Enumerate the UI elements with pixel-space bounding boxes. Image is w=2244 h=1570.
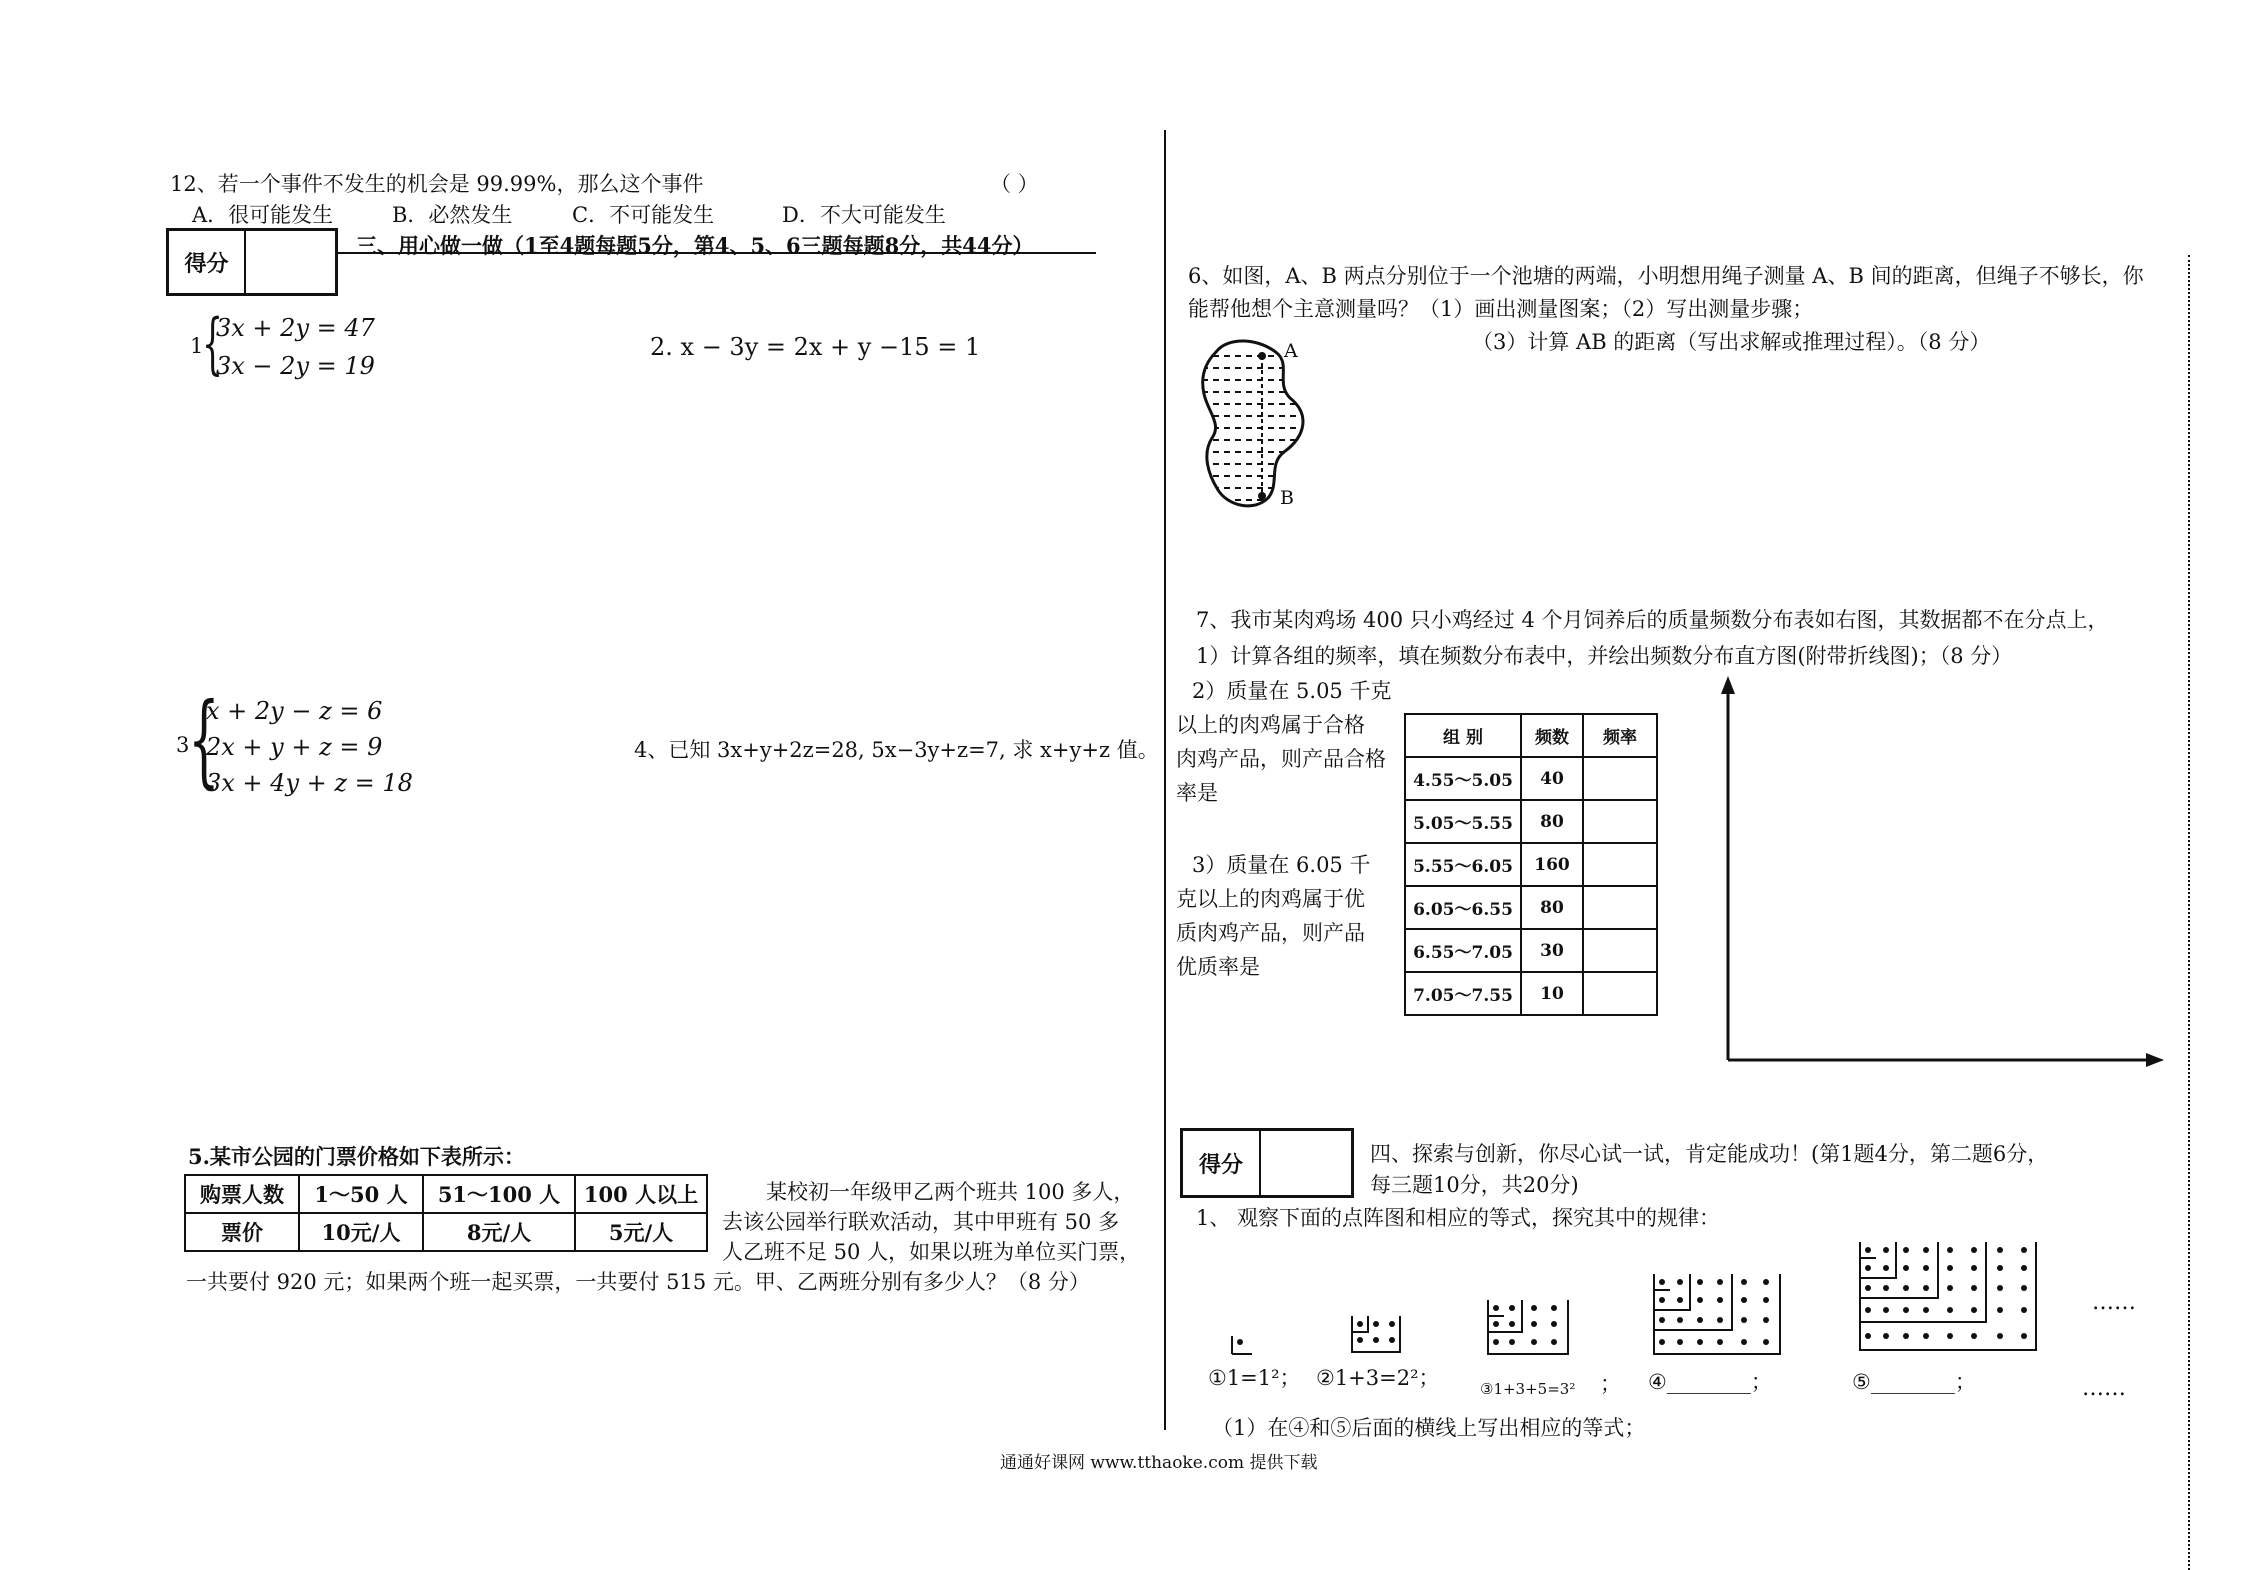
p3-equation-1: x + 2y − z = 6 <box>206 697 383 725</box>
p6-text-line-3: （3）计算 AB 的距离（写出求解或推理过程）。（8 分） <box>1472 330 1991 354</box>
p7-text-line-2: 1）计算各组的频率，填在频数分布表中，并绘出频数分布直方图(附带折线图)；（8 分） <box>1196 644 2013 668</box>
table-cell: 160 <box>1521 843 1583 886</box>
p5-title: 5.某市公园的门票价格如下表所示： <box>188 1144 525 1169</box>
p3-equation-2: 2x + y + z = 9 <box>206 733 383 761</box>
dot-figure-3 <box>1482 1296 1582 1362</box>
x-axis-arrow <box>2146 1053 2164 1067</box>
table-header-cell: 频数 <box>1521 714 1583 757</box>
footer-text: 通通好课网 www.tthaoke.com 提供下载 <box>1000 1453 1318 1473</box>
p3-brace: { <box>188 681 220 798</box>
table-row <box>185 1213 707 1251</box>
table-row <box>1405 972 1657 1015</box>
p7-q3-line: 3）质量在 6.05 千 <box>1192 853 1371 877</box>
section3-score-label: 得分 <box>169 231 246 293</box>
table-cell: 5.55～6.05 <box>1405 843 1521 886</box>
equation-3: ③1+3+5=3² <box>1480 1380 1576 1398</box>
p7-sub-question-3 <box>1176 848 1370 984</box>
section4-question-1: 1、 观察下面的点阵图和相应的等式，探究其中的规律： <box>1196 1206 1721 1230</box>
frequency-blank[interactable] <box>1583 843 1657 886</box>
equation-2: ②1+3=2²； <box>1316 1366 1440 1390</box>
table-row <box>1405 843 1657 886</box>
p7-q3-line: 质肉鸡产品，则产品 <box>1176 921 1365 945</box>
table-header-cell: 频率 <box>1583 714 1657 757</box>
p4-question: 4、已知 3x+y+2z=28, 5x−3y+z=7, 求 x+y+z 值。 <box>634 738 1159 762</box>
p2-equation: 2. x − 3y = 2x + y −15 = 1 <box>650 333 981 361</box>
p7-q2-line: 以上的肉鸡属于合格 <box>1176 713 1365 737</box>
section3-title: 三、用心做一做（1至4题每题5分，第4、5、6三题每题8分，共44分） <box>356 233 1034 258</box>
section4-title-line-1: 四、探索与创新，你尽心试一试，肯定能成功！(第1题4分，第二题6分， <box>1370 1142 2049 1166</box>
table-cell: 票价 <box>185 1213 299 1251</box>
frequency-blank[interactable] <box>1583 800 1657 843</box>
right-edge-line <box>2188 255 2192 1570</box>
p6-text-line-1: 6、如图，A、B 两点分别位于一个池塘的两端，小明想用绳子测量 A、B 间的距离，但绳子不够长，你 <box>1188 264 2144 288</box>
frequency-blank[interactable] <box>1583 929 1657 972</box>
table-cell: 51～100 人 <box>423 1175 575 1213</box>
equation-1: ①1=1²； <box>1208 1366 1301 1390</box>
point-a <box>1258 352 1266 360</box>
center-divider <box>1164 130 1166 1430</box>
section4-sub-question-1: （1）在④和⑤后面的横线上写出相应的等式； <box>1212 1416 1646 1440</box>
table-cell: 30 <box>1521 929 1583 972</box>
table-row <box>1405 757 1657 800</box>
table-cell: 5.05～5.55 <box>1405 800 1521 843</box>
table-cell: 10 <box>1521 972 1583 1015</box>
section4-score-blank[interactable] <box>1261 1131 1351 1195</box>
table-cell: 6.55～7.05 <box>1405 929 1521 972</box>
table-cell: 40 <box>1521 757 1583 800</box>
p5-text-line-3: 人乙班不足 50 人，如果以班为单位买门票， <box>722 1240 1141 1264</box>
section4-score-box <box>1180 1128 1354 1198</box>
equation-3-semicolon: ； <box>1600 1372 1621 1396</box>
p1-brace: { <box>202 305 223 382</box>
table-cell: 100 人以上 <box>575 1175 707 1213</box>
point-b <box>1258 492 1266 500</box>
q12-answer-paren: （ ） <box>990 172 1039 196</box>
p5-text-line-4: 一共要付 920 元；如果两个班一起买票，一共要付 515 元。甲、乙两班分别有多少人？（8 分） <box>186 1270 1090 1294</box>
p7-q3-line: 克以上的肉鸡属于优 <box>1176 887 1365 911</box>
q12-question: 12、若一个事件不发生的机会是 99.99%，那么这个事件 <box>170 172 704 196</box>
q12-option-b: B．必然发生 <box>392 203 513 227</box>
p6-label-b: B <box>1280 487 1294 509</box>
frequency-blank[interactable] <box>1583 886 1657 929</box>
p1-equation-1: 3x + 2y = 47 <box>216 314 375 342</box>
table-row <box>1405 929 1657 972</box>
section3-score-box <box>166 228 338 296</box>
q12-option-a: A．很可能发生 <box>192 203 334 227</box>
table-header-cell: 组 别 <box>1405 714 1521 757</box>
table-cell: 10元/人 <box>299 1213 423 1251</box>
equation-5-blank[interactable]: ⑤________； <box>1852 1370 1976 1394</box>
section4-score-label: 得分 <box>1183 1131 1261 1195</box>
q12-option-c: C．不可能发生 <box>572 203 715 227</box>
equation-4-blank[interactable]: ④________； <box>1648 1370 1772 1394</box>
p5-text-line-2: 去该公园举行联欢活动，其中甲班有 50 多 <box>722 1210 1120 1234</box>
p7-q2-line: 肉鸡产品，则产品合格 <box>1176 747 1386 771</box>
frequency-blank[interactable] <box>1583 972 1657 1015</box>
table-cell: 80 <box>1521 886 1583 929</box>
table-cell: 6.05～6.55 <box>1405 886 1521 929</box>
p7-frequency-table <box>1404 713 1658 1016</box>
p5-ticket-table <box>184 1174 708 1252</box>
p7-sub-question-2 <box>1176 674 1391 810</box>
table-cell: 购票人数 <box>185 1175 299 1213</box>
section3-score-blank[interactable] <box>246 231 335 293</box>
p6-text-line-2: 能帮他想个主意测量吗？（1）画出测量图案；（2）写出测量步骤； <box>1188 297 1814 321</box>
p1-equation-2: 3x − 2y = 19 <box>216 352 375 380</box>
table-row <box>1405 714 1657 757</box>
table-cell: 80 <box>1521 800 1583 843</box>
dot-figure-2 <box>1346 1310 1406 1362</box>
table-row <box>1405 886 1657 929</box>
p6-label-a: A <box>1284 340 1298 362</box>
p5-text-line-1: 某校初一年级甲乙两个班共 100 多人， <box>766 1180 1135 1204</box>
p7-q2-line: 2）质量在 5.05 千克 <box>1192 679 1392 703</box>
table-cell: 8元/人 <box>423 1213 575 1251</box>
frequency-blank[interactable] <box>1583 757 1657 800</box>
dots-continuation-1: …… <box>2092 1290 2136 1315</box>
p7-text-line-1: 7、我市某肉鸡场 400 只小鸡经过 4 个月饲养后的质量频数分布表如右图，其数据都不在分点上， <box>1196 608 2109 632</box>
histogram-axes[interactable] <box>1710 672 2170 1074</box>
dot-figure-5 <box>1854 1240 2044 1362</box>
dot-figure-4 <box>1648 1270 1788 1362</box>
dots-continuation-2: …… <box>2082 1376 2126 1401</box>
table-cell: 4.55～5.05 <box>1405 757 1521 800</box>
dot-figure-1 <box>1228 1328 1258 1362</box>
pond-outline <box>1203 341 1303 506</box>
p1-number: 1 <box>190 334 204 358</box>
section4-title-line-2: 每三题10分，共20分) <box>1370 1173 1579 1197</box>
p3-equation-3: 3x + 4y + z = 18 <box>206 769 413 797</box>
p3-number: 3 <box>176 733 190 757</box>
q12-option-d: D．不大可能发生 <box>782 203 946 227</box>
pond-figure <box>1198 334 1318 514</box>
table-row <box>1405 800 1657 843</box>
y-axis-arrow <box>1721 676 1735 694</box>
table-cell: 7.05～7.55 <box>1405 972 1521 1015</box>
p7-q2-line: 率是 <box>1176 781 1218 805</box>
p7-q3-line: 优质率是 <box>1176 955 1260 979</box>
table-row <box>185 1175 707 1213</box>
table-cell: 5元/人 <box>575 1213 707 1251</box>
table-cell: 1～50 人 <box>299 1175 423 1213</box>
